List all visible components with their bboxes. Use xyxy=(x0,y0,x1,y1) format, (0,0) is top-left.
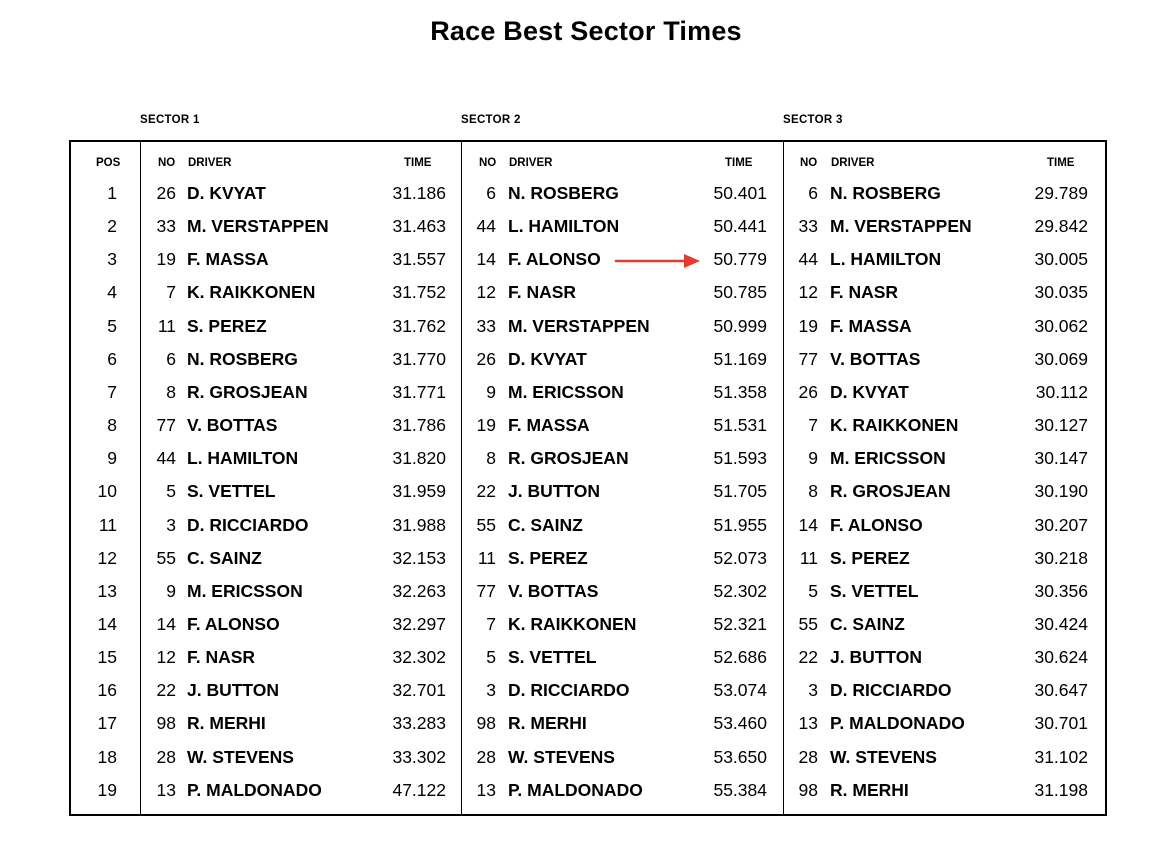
sector-1-number-cell: 7 xyxy=(166,282,176,303)
position-cell: 14 xyxy=(97,613,117,634)
sector-3-number-cell: 14 xyxy=(798,514,818,535)
sector-1-time-cell: 31.959 xyxy=(392,481,446,502)
sector-2-time-cell: 52.321 xyxy=(713,613,767,634)
sector-3-number-cell: 12 xyxy=(798,282,818,303)
position-cell: 15 xyxy=(97,647,117,668)
sector-2-time-cell: 51.705 xyxy=(713,481,767,502)
sector-2-time-cell: 50.785 xyxy=(713,282,767,303)
sector-3-driver-cell: C. SAINZ xyxy=(830,613,905,634)
sector-2-time-cell: 51.531 xyxy=(713,415,767,436)
sector-1-number-cell: 77 xyxy=(156,415,176,436)
sector-1-driver-cell: S. PEREZ xyxy=(187,315,267,336)
header-no-s3: NO xyxy=(800,157,818,169)
sector-3-number-cell: 5 xyxy=(808,580,818,601)
sector-1-time-cell: 32.302 xyxy=(392,647,446,668)
header-time-s1: TIME xyxy=(404,157,432,169)
position-cell: 9 xyxy=(107,448,117,469)
sector-3-number-cell: 19 xyxy=(798,315,818,336)
sector-1-driver-cell: M. ERICSSON xyxy=(187,580,303,601)
sector-1-time-cell: 31.463 xyxy=(392,216,446,237)
sector-3-driver-cell: M. VERSTAPPEN xyxy=(830,216,972,237)
header-driver-s1: DRIVER xyxy=(188,157,232,169)
page-title: Race Best Sector Times xyxy=(430,16,742,46)
table-row xyxy=(0,542,1176,575)
sector-1-driver-cell: K. RAIKKONEN xyxy=(187,282,316,303)
table-row xyxy=(0,608,1176,641)
sector-2-driver-cell: J. BUTTON xyxy=(508,481,601,502)
sector-3-time-cell: 30.218 xyxy=(1034,547,1088,568)
header-pos: POS xyxy=(96,157,121,169)
sector-2-number-cell: 12 xyxy=(476,282,496,303)
sector-3-time-cell: 31.198 xyxy=(1034,779,1088,800)
sector-3-driver-cell: P. MALDONADO xyxy=(830,713,965,734)
sector-3-driver-cell: R. GROSJEAN xyxy=(830,481,951,502)
sector-3-driver-cell: D. KVYAT xyxy=(830,381,909,402)
position-cell: 19 xyxy=(97,779,117,800)
position-cell: 3 xyxy=(107,249,117,270)
sector-3-number-cell: 22 xyxy=(798,647,818,668)
sector-3-driver-cell: W. STEVENS xyxy=(830,746,937,767)
sector-1-driver-cell: C. SAINZ xyxy=(187,547,262,568)
sector-3-time-cell: 30.647 xyxy=(1034,680,1088,701)
sector-3-time-cell: 30.356 xyxy=(1034,580,1088,601)
sector-2-driver-cell: D. RICCIARDO xyxy=(508,680,630,701)
sector-3-number-cell: 33 xyxy=(798,216,818,237)
table-row xyxy=(0,243,1176,276)
position-cell: 18 xyxy=(97,746,117,767)
sector-2-driver-cell: F. ALONSO xyxy=(508,249,601,270)
sector-1-driver-cell: F. MASSA xyxy=(187,249,269,270)
sector-2-time-cell: 55.384 xyxy=(713,779,767,800)
sector-2-driver-cell: V. BOTTAS xyxy=(508,580,599,601)
sector-3-time-cell: 30.127 xyxy=(1034,415,1088,436)
sector-2-number-cell: 26 xyxy=(476,348,496,369)
sector-1-number-cell: 26 xyxy=(156,183,176,203)
sector-1-number-cell: 12 xyxy=(156,647,176,668)
table-row xyxy=(0,177,1176,210)
sector-1-number-cell: 8 xyxy=(166,381,176,402)
table-row xyxy=(0,741,1176,774)
sector-2-driver-cell: M. ERICSSON xyxy=(508,381,624,402)
sector-1-number-cell: 44 xyxy=(156,448,176,469)
sector-2-number-cell: 3 xyxy=(486,680,496,701)
sector-2-number-cell: 98 xyxy=(476,713,496,734)
table-row xyxy=(0,475,1176,508)
sector-1-driver-cell: R. MERHI xyxy=(187,713,266,734)
position-cell: 1 xyxy=(107,183,117,203)
header-driver-s3: DRIVER xyxy=(831,157,875,169)
sector-1-driver-cell: P. MALDONADO xyxy=(187,779,322,800)
sector-2-number-cell: 33 xyxy=(476,315,496,336)
header-no-s2: NO xyxy=(479,157,497,169)
sector-2-number-cell: 6 xyxy=(486,183,496,203)
sector-1-driver-cell: W. STEVENS xyxy=(187,746,294,767)
sector-3-number-cell: 13 xyxy=(798,713,818,734)
sector-2-time-cell: 50.401 xyxy=(713,183,767,203)
sector-3-driver-cell: F. ALONSO xyxy=(830,514,923,535)
position-cell: 13 xyxy=(97,580,117,601)
sector-2-driver-cell: P. MALDONADO xyxy=(508,779,643,800)
sector-2-number-cell: 22 xyxy=(476,481,496,502)
sector-1-time-cell: 31.752 xyxy=(392,282,446,303)
sector-1-driver-cell: R. GROSJEAN xyxy=(187,381,308,402)
sector-3-number-cell: 26 xyxy=(798,381,818,402)
sector-1-number-cell: 33 xyxy=(156,216,176,237)
sector-2-number-cell: 13 xyxy=(476,779,496,800)
sector-1-time-cell: 31.988 xyxy=(392,514,446,535)
sector-3-driver-cell: K. RAIKKONEN xyxy=(830,415,959,436)
sector-3-time-cell: 30.424 xyxy=(1034,613,1088,634)
sector-2-time-cell: 51.169 xyxy=(713,348,767,369)
sector-1-time-cell: 31.186 xyxy=(392,183,446,203)
header-time-s3: TIME xyxy=(1047,157,1075,169)
sector-2-time-cell: 51.593 xyxy=(713,448,767,469)
position-cell: 4 xyxy=(107,282,117,303)
sector-1-driver-cell: S. VETTEL xyxy=(187,481,276,502)
sector-2-driver-cell: S. VETTEL xyxy=(508,647,597,668)
sector-3-number-cell: 3 xyxy=(808,680,818,701)
sector-2-number-cell: 8 xyxy=(486,448,496,469)
sector-3-number-cell: 9 xyxy=(808,448,818,469)
position-cell: 7 xyxy=(107,381,117,402)
sector-3-number-cell: 28 xyxy=(798,746,818,767)
sector-2-label: SECTOR 2 xyxy=(461,114,521,126)
sector-3-number-cell: 44 xyxy=(798,249,818,270)
sector-1-driver-cell: N. ROSBERG xyxy=(187,348,298,369)
position-cell: 16 xyxy=(97,680,117,701)
sector-1-time-cell: 31.820 xyxy=(392,448,446,469)
sector-3-time-cell: 30.147 xyxy=(1034,448,1088,469)
sector-1-driver-cell: V. BOTTAS xyxy=(187,415,278,436)
sector-1-time-cell: 47.122 xyxy=(392,779,446,800)
sector-1-number-cell: 11 xyxy=(157,315,176,336)
sector-2-number-cell: 44 xyxy=(476,216,496,237)
sector-1-time-cell: 32.701 xyxy=(392,680,446,701)
sector-2-driver-cell: F. MASSA xyxy=(508,415,590,436)
position-cell: 8 xyxy=(107,415,117,436)
position-cell: 6 xyxy=(107,348,117,369)
sector-3-time-cell: 31.102 xyxy=(1034,746,1088,767)
sector-1-number-cell: 19 xyxy=(156,249,176,270)
sector-2-number-cell: 5 xyxy=(486,647,496,668)
sector-3-driver-cell: S. PEREZ xyxy=(830,547,910,568)
sector-1-number-cell: 98 xyxy=(156,713,176,734)
sector-3-number-cell: 55 xyxy=(798,613,818,634)
red-arrow-icon xyxy=(614,250,704,272)
sector-3-number-cell: 8 xyxy=(808,481,818,502)
sector-3-time-cell: 30.190 xyxy=(1034,481,1088,502)
sector-3-number-cell: 98 xyxy=(798,779,818,800)
sector-2-time-cell: 51.955 xyxy=(713,514,767,535)
sector-2-number-cell: 77 xyxy=(476,580,496,601)
sector-1-time-cell: 33.302 xyxy=(392,746,446,767)
sector-3-time-cell: 30.112 xyxy=(1035,381,1088,402)
sector-2-driver-cell: N. ROSBERG xyxy=(508,183,619,203)
sector-2-number-cell: 19 xyxy=(476,415,496,436)
sector-1-number-cell: 14 xyxy=(156,613,176,634)
position-cell: 17 xyxy=(97,713,117,734)
sector-3-driver-cell: J. BUTTON xyxy=(830,647,923,668)
position-cell: 11 xyxy=(98,514,117,535)
sector-3-time-cell: 30.005 xyxy=(1034,249,1088,270)
sector-3-driver-cell: N. ROSBERG xyxy=(830,183,941,203)
sector-3-time-cell: 30.062 xyxy=(1034,315,1088,336)
sector-2-driver-cell: W. STEVENS xyxy=(508,746,615,767)
table-row xyxy=(0,575,1176,608)
sector-2-time-cell: 50.441 xyxy=(713,216,767,237)
sector-2-time-cell: 52.686 xyxy=(713,647,767,668)
sector-3-driver-cell: R. MERHI xyxy=(830,779,909,800)
table-row xyxy=(0,442,1176,475)
sector-3-driver-cell: F. MASSA xyxy=(830,315,912,336)
sector-3-driver-cell: F. NASR xyxy=(830,282,899,303)
sector-2-time-cell: 53.074 xyxy=(713,680,767,701)
sector-1-number-cell: 5 xyxy=(166,481,176,502)
sector-2-time-cell: 50.999 xyxy=(713,315,767,336)
sector-1-number-cell: 13 xyxy=(156,779,176,800)
sector-3-time-cell: 29.842 xyxy=(1034,216,1088,237)
header-no-s1: NO xyxy=(158,157,176,169)
sector-1-time-cell: 33.283 xyxy=(392,713,446,734)
sector-2-driver-cell: S. PEREZ xyxy=(508,547,588,568)
sector-2-time-cell: 50.779 xyxy=(713,249,767,270)
sector-2-number-cell: 7 xyxy=(486,613,496,634)
sector-3-driver-cell: V. BOTTAS xyxy=(830,348,921,369)
sector-1-driver-cell: F. ALONSO xyxy=(187,613,280,634)
sector-1-number-cell: 28 xyxy=(156,746,176,767)
position-cell: 5 xyxy=(107,315,117,336)
sector-1-time-cell: 31.771 xyxy=(392,381,446,402)
table-row xyxy=(0,376,1176,409)
sector-2-time-cell: 52.302 xyxy=(713,580,767,601)
sector-1-number-cell: 22 xyxy=(156,680,176,701)
sector-2-driver-cell: F. NASR xyxy=(508,282,577,303)
sector-2-number-cell: 14 xyxy=(476,249,496,270)
sector-2-driver-cell: L. HAMILTON xyxy=(508,216,620,237)
table-row xyxy=(0,707,1176,740)
sector-3-driver-cell: M. ERICSSON xyxy=(830,448,946,469)
sector-3-driver-cell: S. VETTEL xyxy=(830,580,919,601)
table-row xyxy=(0,210,1176,243)
sector-2-time-cell: 53.650 xyxy=(713,746,767,767)
sector-3-driver-cell: L. HAMILTON xyxy=(830,249,942,270)
sector-3-time-cell: 30.701 xyxy=(1034,713,1088,734)
sector-1-time-cell: 32.297 xyxy=(392,613,446,634)
sector-1-driver-cell: L. HAMILTON xyxy=(187,448,299,469)
sector-3-label: SECTOR 3 xyxy=(783,114,843,126)
table-row xyxy=(0,509,1176,542)
sector-1-driver-cell: J. BUTTON xyxy=(187,680,280,701)
sector-1-time-cell: 31.786 xyxy=(392,415,446,436)
sector-2-time-cell: 52.073 xyxy=(713,547,767,568)
position-cell: 10 xyxy=(97,481,117,502)
sector-1-time-cell: 31.762 xyxy=(392,315,446,336)
table-row xyxy=(0,343,1176,376)
sector-1-number-cell: 9 xyxy=(166,580,176,601)
sector-1-driver-cell: D. RICCIARDO xyxy=(187,514,309,535)
sector-1-driver-cell: D. KVYAT xyxy=(187,183,266,203)
sector-3-number-cell: 11 xyxy=(799,547,818,568)
table-row xyxy=(0,641,1176,674)
sector-3-number-cell: 6 xyxy=(808,183,818,203)
sector-1-number-cell: 6 xyxy=(166,348,176,369)
sector-3-driver-cell: D. RICCIARDO xyxy=(830,680,952,701)
sector-3-number-cell: 77 xyxy=(798,348,818,369)
table-row xyxy=(0,310,1176,343)
table-row xyxy=(0,774,1176,807)
table-row xyxy=(0,276,1176,309)
sector-3-time-cell: 30.069 xyxy=(1034,348,1088,369)
header-time-s2: TIME xyxy=(725,157,753,169)
sector-2-time-cell: 53.460 xyxy=(713,713,767,734)
sector-3-number-cell: 7 xyxy=(808,415,818,436)
sector-2-number-cell: 9 xyxy=(486,381,496,402)
sector-1-number-cell: 55 xyxy=(156,547,176,568)
sector-3-time-cell: 30.624 xyxy=(1034,647,1088,668)
sector-1-driver-cell: F. NASR xyxy=(187,647,256,668)
sector-2-driver-cell: M. VERSTAPPEN xyxy=(508,315,650,336)
sector-3-time-cell: 29.789 xyxy=(1034,183,1088,203)
sector-2-time-cell: 51.358 xyxy=(713,381,767,402)
sector-3-time-cell: 30.035 xyxy=(1034,282,1088,303)
sector-1-driver-cell: M. VERSTAPPEN xyxy=(187,216,329,237)
sector-2-driver-cell: R. MERHI xyxy=(508,713,587,734)
sector-3-time-cell: 30.207 xyxy=(1034,514,1088,535)
sector-1-time-cell: 31.770 xyxy=(392,348,446,369)
position-cell: 12 xyxy=(97,547,117,568)
sector-1-label: SECTOR 1 xyxy=(140,114,200,126)
header-driver-s2: DRIVER xyxy=(509,157,553,169)
table-row xyxy=(0,674,1176,707)
sector-2-driver-cell: R. GROSJEAN xyxy=(508,448,629,469)
sector-2-number-cell: 11 xyxy=(477,547,496,568)
table-row xyxy=(0,409,1176,442)
sector-2-driver-cell: K. RAIKKONEN xyxy=(508,613,637,634)
sector-1-time-cell: 31.557 xyxy=(392,249,446,270)
sector-2-driver-cell: D. KVYAT xyxy=(508,348,587,369)
sector-1-number-cell: 3 xyxy=(166,514,176,535)
sector-2-number-cell: 28 xyxy=(476,746,496,767)
sector-2-number-cell: 55 xyxy=(476,514,496,535)
sector-1-time-cell: 32.153 xyxy=(392,547,446,568)
sector-1-time-cell: 32.263 xyxy=(392,580,446,601)
position-cell: 2 xyxy=(107,216,117,237)
sector-2-driver-cell: C. SAINZ xyxy=(508,514,583,535)
